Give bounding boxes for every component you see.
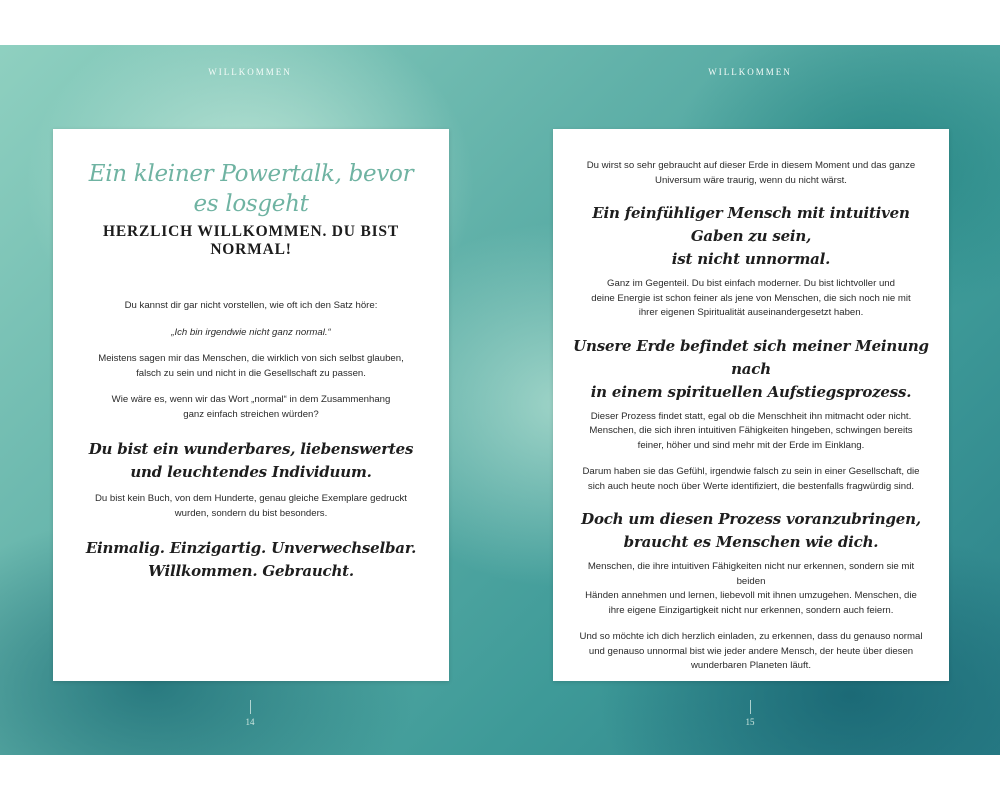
- left-page-number: 14: [245, 717, 255, 727]
- right-paragraph-6-line-3: wunderbaren Planeten läuft.: [690, 660, 811, 671]
- right-paragraph-5-line-2: Händen annehmen und lernen, liebevoll mit ihnen umzugehen. Menschen, die: [585, 590, 917, 601]
- left-paragraph-3-line-1: Wie wäre es, wenn wir das Wort „normal“ in dem Zusammenhang: [111, 394, 391, 405]
- right-paragraph-4-line-1: Darum haben sie das Gefühl, irgendwie falsch zu sein in einer Gesellschaft, die: [582, 466, 920, 477]
- right-heading-1-line-1: Ein feinfühliger Mensch mit intuitiven Gaben zu sein,: [592, 204, 910, 245]
- left-script-title: Ein kleiner Powertalk, bevor es losgeht: [88, 161, 414, 217]
- left-paragraph-2-line-2: falsch zu sein und nicht in die Gesellschaft zu passen.: [136, 367, 366, 379]
- left-folio-rule: [250, 700, 251, 714]
- right-paragraph-2-line-2: deine Energie ist schon feiner als jene von Menschen, die sich noch nie mit: [591, 292, 911, 304]
- right-paragraph-4-line-2: sich auch heute noch über Werte identifiziert, die bestenfalls fragwürdig sind.: [587, 480, 915, 492]
- right-paragraph-6-line-1: Und so möchte ich dich herzlich einladen, zu erkennen, dass du genauso normal: [579, 631, 923, 642]
- left-quote: „Ich bin irgendwie nicht ganz normal.“: [171, 326, 331, 338]
- right-page-number: 15: [745, 717, 755, 727]
- right-heading-3-line-1: Doch um diesen Prozess voranzubringen,: [581, 510, 921, 528]
- right-folio-rule: [750, 700, 751, 714]
- right-heading-2-line-1: Unsere Erde befindet sich meiner Meinung nach: [573, 336, 929, 378]
- right-heading-1-line-2: ist nicht unnormal.: [671, 250, 831, 268]
- right-paragraph-2-line-3: ihrer eigenen Spiritualität auseinandergesetzt haben.: [638, 307, 864, 318]
- right-heading-2-line-2: in einem spirituellen Aufstiegsprozess.: [590, 382, 912, 401]
- right-page: [553, 129, 949, 681]
- left-page: [53, 129, 449, 681]
- left-paragraph-2-line-1: Meistens sagen mir das Menschen, die wirklich von sich selbst glauben,: [98, 353, 404, 364]
- right-paragraph-1-line-1: Du wirst so sehr gebraucht auf dieser Erde in diesem Moment und das ganze: [586, 160, 916, 171]
- right-paragraph-3-line-3: feiner, höher und sind mehr mit der Erde im Einklang.: [637, 439, 865, 451]
- left-paragraph-3-line-2: ganz einfach streichen würden?: [183, 408, 319, 420]
- right-paragraph-1-line-2: Universum wäre traurig, wenn du nicht wärst.: [655, 174, 847, 186]
- left-paragraph-4-line-2: wurden, sondern du bist besonders.: [174, 507, 328, 519]
- left-paragraph-4-line-1: Du bist kein Buch, von dem Hunderte, genau gleiche Exemplare gedruckt: [95, 493, 407, 504]
- book-spread: [0, 45, 1000, 755]
- right-paragraph-3-line-1: Dieser Prozess findet statt, egal ob die Menschheit ihn mitmacht oder nicht.: [590, 410, 912, 422]
- left-heading-2-line-2: Willkommen. Gebraucht.: [148, 562, 354, 580]
- right-heading-3-line-2: braucht es Menschen wie dich.: [623, 533, 879, 551]
- left-running-head: WILLKOMMEN: [208, 67, 292, 77]
- right-paragraph-3-line-2: Menschen, die sich ihren intuitiven Fähigkeiten hingeben, schwingen bereits: [589, 425, 913, 436]
- right-paragraph-5-line-3: ihre eigene Einzigartigkeit nicht nur erkennen, sondern auch feiern.: [608, 604, 894, 616]
- right-paragraph-6-line-2: und genauso unnormal bist wie jeder andere Mensch, der heute über diesen: [588, 645, 914, 657]
- left-heading-1-line-2: und leuchtendes Individuum.: [130, 463, 372, 481]
- left-caps-title: HERZLICH WILLKOMMEN. DU BIST NORMAL!: [103, 223, 399, 258]
- left-paragraph-1: Du kannst dir gar nicht vorstellen, wie oft ich den Satz höre:: [124, 300, 378, 311]
- right-paragraph-5-line-1: Menschen, die ihre intuitiven Fähigkeiten nicht nur erkennen, sondern sie mit beiden: [587, 561, 915, 587]
- right-paragraph-2-line-1: Ganz im Gegenteil. Du bist einfach moderner. Du bist lichtvoller und: [607, 278, 895, 289]
- left-heading-2-line-1: Einmalig. Einzigartig. Unverwechselbar.: [85, 539, 417, 557]
- left-heading-1-line-1: Du bist ein wunderbares, liebenswertes: [88, 440, 414, 458]
- right-running-head: WILLKOMMEN: [708, 67, 792, 77]
